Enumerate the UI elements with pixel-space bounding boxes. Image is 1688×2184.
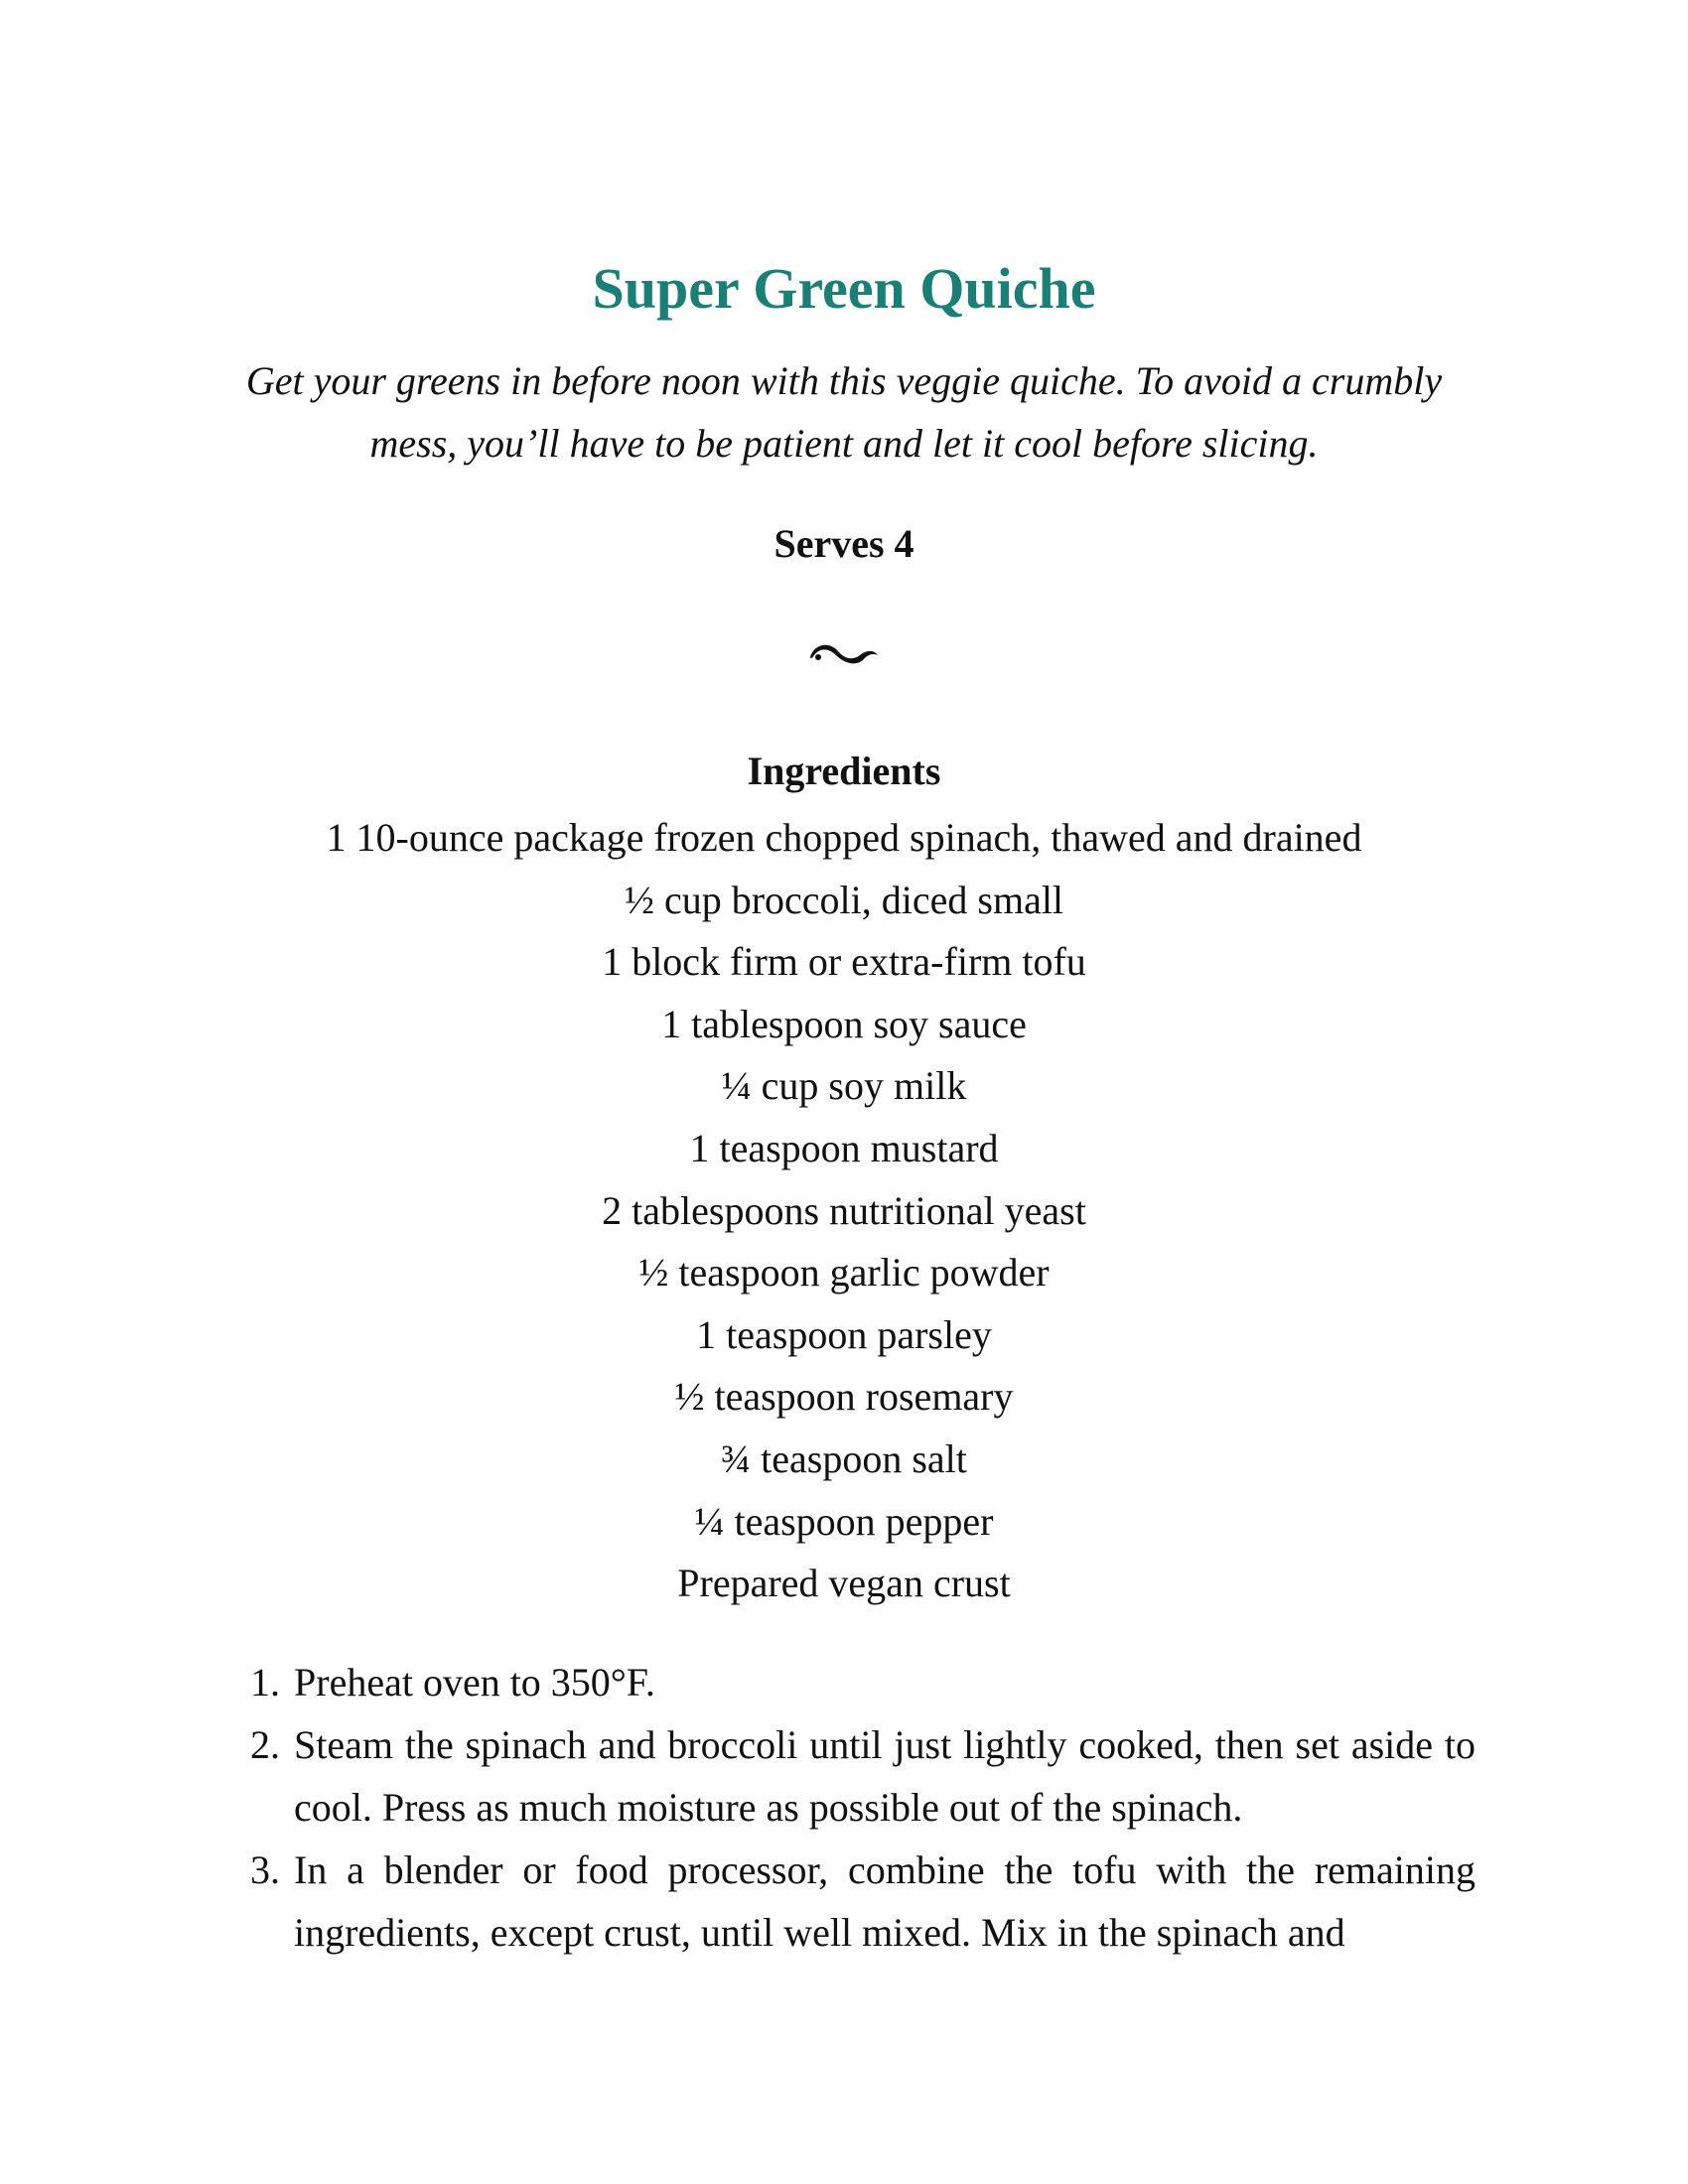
ingredients-list <box>0 807 1688 1615</box>
ingredients-heading: Ingredients <box>747 749 941 793</box>
ingredient-item: ¼ cup soy milk <box>721 1063 967 1109</box>
instruction-step <box>250 1839 1476 1964</box>
serves-count: Serves 4 <box>774 521 914 566</box>
ingredient-item: 1 teaspoon parsley <box>696 1311 992 1357</box>
step-number: 2. <box>250 1722 280 1767</box>
instructions-list <box>250 1651 1476 1964</box>
ingredient-item: 1 block firm or extra-firm tofu <box>602 939 1086 985</box>
ingredient-item: 2 tablespoons nutritional yeast <box>602 1187 1086 1233</box>
recipe-title: Super Green Quiche <box>592 256 1096 321</box>
step-text: Steam the spinach and broccoli until just lightly cooked, then set aside to cool. Press as much moisture as possible out of the spinach. <box>294 1722 1476 1830</box>
ingredient-item: 1 tablespoon soy sauce <box>661 1001 1027 1046</box>
swash-ornament-icon <box>804 631 884 671</box>
ingredient-item: ¼ teaspoon pepper <box>694 1498 994 1544</box>
ingredient-item: ½ teaspoon garlic powder <box>638 1250 1050 1296</box>
ingredient-item: Prepared vegan crust <box>677 1561 1011 1606</box>
step-number: 1. <box>250 1660 280 1705</box>
instruction-step <box>250 1651 1476 1713</box>
ingredient-item: ½ teaspoon rosemary <box>674 1374 1014 1420</box>
ingredient-item: 1 10-ounce package frozen chopped spinach, thawed and drained <box>326 815 1362 860</box>
ingredient-item: 1 teaspoon mustard <box>689 1125 999 1170</box>
step-text: In a blender or food processor, combine the tofu with the remaining ingredients, except crust, until well mixed. Mix in the spinach and <box>294 1847 1476 1955</box>
ingredient-item: ½ cup broccoli, diced small <box>624 877 1064 922</box>
ingredient-item: ¾ teaspoon salt <box>721 1435 967 1481</box>
step-number: 3. <box>250 1847 280 1892</box>
recipe-intro: Get your greens in before noon with this veggie quiche. To avoid a crumbly mess, you’ll have to be patient and let it cool before slicing. <box>245 358 1443 466</box>
instruction-step <box>250 1713 1476 1839</box>
step-text: Preheat oven to 350°F. <box>294 1660 655 1705</box>
